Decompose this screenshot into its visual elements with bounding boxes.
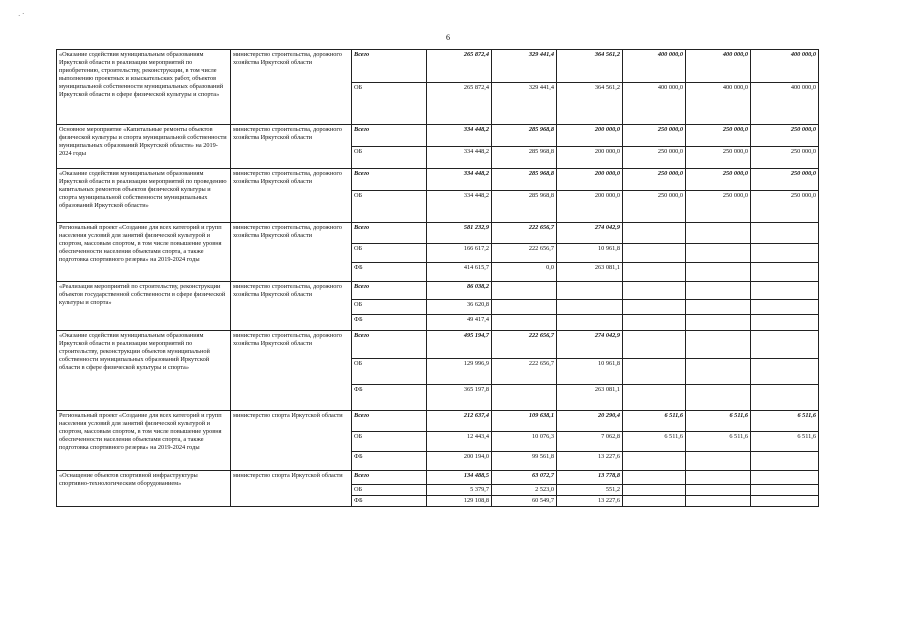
scan-specks: · ˋ [18,12,25,20]
funding-source: ОБ [352,147,427,169]
responsible-executor: министерство строительства, дорожного хозяйства Иркутской области [231,125,352,169]
amount-cell: 285 968,8 [492,191,557,223]
activity-description: Региональный проект «Создание для всех категорий и групп населения условий для занятий физической культурой и спортом, массовым спортом, в том числе повышение уровня обеспеченности населения объектами спорта, а также подготовка спортивного резерва» на 2019-2024 годы [57,223,231,282]
amount-cell: 364 561,2 [557,83,623,125]
amount-cell: 250 000,0 [751,169,819,191]
amount-cell: 250 000,0 [686,191,751,223]
amount-cell: 10 961,8 [557,244,623,263]
table-row [57,282,819,300]
amount-cell: 263 081,1 [557,385,623,411]
table-row [57,169,819,191]
amount-cell [751,315,819,331]
amount-cell: 274 042,9 [557,223,623,244]
amount-cell [623,359,686,385]
budget-table [56,49,819,507]
amount-cell: 250 000,0 [686,147,751,169]
amount-cell: 285 968,8 [492,125,557,147]
funding-source: Всего [352,282,427,300]
amount-cell: 6 511,6 [686,411,751,432]
amount-cell [623,471,686,485]
table-row [57,331,819,359]
amount-cell [751,300,819,315]
amount-cell [751,244,819,263]
amount-cell: 265 872,4 [427,50,492,83]
amount-cell [751,485,819,496]
amount-cell [686,300,751,315]
amount-cell [492,282,557,300]
amount-cell: 10 961,8 [557,359,623,385]
amount-cell: 200 000,0 [557,169,623,191]
amount-cell [686,471,751,485]
amount-cell [623,223,686,244]
amount-cell: 12 443,4 [427,432,492,452]
responsible-executor: министерство спорта Иркутской области [231,411,352,471]
responsible-executor: министерство строительства, дорожного хозяйства Иркутской области [231,50,352,125]
amount-cell [686,331,751,359]
amount-cell [623,331,686,359]
funding-source: ФБ [352,315,427,331]
amount-cell: 10 076,3 [492,432,557,452]
amount-cell: 250 000,0 [623,147,686,169]
amount-cell [492,300,557,315]
amount-cell: 285 968,8 [492,147,557,169]
amount-cell: 6 511,6 [686,432,751,452]
amount-cell [686,315,751,331]
amount-cell: 6 511,6 [623,432,686,452]
amount-cell: 334 448,2 [427,191,492,223]
amount-cell [623,496,686,507]
funding-source: ФБ [352,452,427,471]
amount-cell: 129 108,8 [427,496,492,507]
activity-description: «Оказание содействия муниципальным образованиям Иркутской области в реализации мероприятий по строительству, реконструкции объектов муниципальной собственности муниципальных образований Иркутской области в сфере физической культуры и спорта» [57,331,231,411]
amount-cell: 495 194,7 [427,331,492,359]
amount-cell [686,496,751,507]
activity-description: «Оказание содействия муниципальным образованиям Иркутской области в реализации мероприятий по приобретению, строительству, реконструкции, в том числе выполнению проектных и изыскательских работ, объектов муниципальной собственности муниципальных образований Иркутской области в сфере физической культуры и спорта» [57,50,231,125]
amount-cell [751,331,819,359]
funding-source: Всего [352,125,427,147]
amount-cell: 13 778,8 [557,471,623,485]
funding-source: Всего [352,411,427,432]
responsible-executor: министерство строительства, дорожного хозяйства Иркутской области [231,223,352,282]
amount-cell [751,359,819,385]
amount-cell: 6 511,6 [751,432,819,452]
funding-source: ОБ [352,191,427,223]
amount-cell: 329 441,4 [492,50,557,83]
amount-cell: 134 488,5 [427,471,492,485]
page-number: 6 [446,33,450,42]
amount-cell [751,263,819,282]
amount-cell [623,385,686,411]
amount-cell: 250 000,0 [751,125,819,147]
funding-source: ФБ [352,385,427,411]
amount-cell [492,315,557,331]
amount-cell: 13 227,6 [557,496,623,507]
amount-cell: 7 062,8 [557,432,623,452]
amount-cell: 49 417,4 [427,315,492,331]
amount-cell [686,263,751,282]
amount-cell: 200 000,0 [557,147,623,169]
amount-cell: 329 441,4 [492,83,557,125]
amount-cell: 63 072,7 [492,471,557,485]
amount-cell: 222 656,7 [492,223,557,244]
amount-cell: 414 615,7 [427,263,492,282]
amount-cell: 250 000,0 [751,191,819,223]
amount-cell: 250 000,0 [686,125,751,147]
amount-cell: 250 000,0 [751,147,819,169]
table-row [57,50,819,83]
amount-cell: 200 194,0 [427,452,492,471]
amount-cell: 86 038,2 [427,282,492,300]
amount-cell [686,244,751,263]
funding-source: ОБ [352,485,427,496]
activity-description: Основное мероприятие «Капитальные ремонты объектов физической культуры и спорта муниципальной собственности муниципальных образований Иркутской области» на 2019-2024 годы [57,125,231,169]
amount-cell: 581 232,9 [427,223,492,244]
amount-cell [623,282,686,300]
amount-cell: 166 617,2 [427,244,492,263]
amount-cell: 36 620,8 [427,300,492,315]
amount-cell [686,485,751,496]
amount-cell: 109 638,1 [492,411,557,432]
amount-cell: 551,2 [557,485,623,496]
amount-cell: 250 000,0 [623,169,686,191]
table-row [57,125,819,147]
amount-cell [623,244,686,263]
amount-cell: 6 511,6 [623,411,686,432]
amount-cell [686,452,751,471]
responsible-executor: министерство строительства, дорожного хозяйства Иркутской области [231,169,352,223]
amount-cell: 334 448,2 [427,125,492,147]
funding-source: ФБ [352,263,427,282]
amount-cell: 365 197,8 [427,385,492,411]
amount-cell [623,452,686,471]
funding-source: ФБ [352,496,427,507]
activity-description: «Оказание содействия муниципальным образованиям Иркутской области в реализации мероприятий по проведению капитальных ремонтов объектов физической культуры и спорта муниципальной собственности муниципальных образований Иркутской области» [57,169,231,223]
amount-cell [751,385,819,411]
amount-cell: 2 523,0 [492,485,557,496]
amount-cell [557,300,623,315]
amount-cell: 0,0 [492,263,557,282]
amount-cell: 200 000,0 [557,191,623,223]
amount-cell: 400 000,0 [751,83,819,125]
responsible-executor: министерство спорта Иркутской области [231,471,352,507]
amount-cell [751,471,819,485]
table-row [57,471,819,485]
amount-cell: 274 042,9 [557,331,623,359]
funding-source: Всего [352,50,427,83]
amount-cell: 265 872,4 [427,83,492,125]
amount-cell [623,263,686,282]
funding-source: Всего [352,169,427,191]
amount-cell: 222 656,7 [492,244,557,263]
amount-cell [623,485,686,496]
amount-cell [686,223,751,244]
amount-cell: 285 968,8 [492,169,557,191]
amount-cell: 6 511,6 [751,411,819,432]
funding-source: ОБ [352,432,427,452]
amount-cell [751,496,819,507]
amount-cell: 129 996,9 [427,359,492,385]
amount-cell: 250 000,0 [623,191,686,223]
amount-cell [751,223,819,244]
funding-source: ОБ [352,359,427,385]
funding-source: Всего [352,223,427,244]
amount-cell: 334 448,2 [427,169,492,191]
amount-cell [557,282,623,300]
amount-cell: 400 000,0 [686,50,751,83]
amount-cell [623,300,686,315]
activity-description: «Реализация мероприятий по строительству, реконструкции объектов государственной собственности в сфере физической культуры и спорта» [57,282,231,331]
amount-cell [686,359,751,385]
amount-cell: 222 656,7 [492,359,557,385]
amount-cell: 400 000,0 [623,83,686,125]
amount-cell: 5 379,7 [427,485,492,496]
amount-cell [751,452,819,471]
amount-cell: 99 561,8 [492,452,557,471]
amount-cell: 20 290,4 [557,411,623,432]
amount-cell: 400 000,0 [686,83,751,125]
table-row [57,223,819,244]
funding-source: Всего [352,331,427,359]
funding-source: ОБ [352,244,427,263]
amount-cell: 364 561,2 [557,50,623,83]
amount-cell [686,282,751,300]
funding-source: Всего [352,471,427,485]
amount-cell: 263 081,1 [557,263,623,282]
amount-cell: 212 637,4 [427,411,492,432]
funding-source: ОБ [352,300,427,315]
amount-cell [623,315,686,331]
amount-cell: 60 549,7 [492,496,557,507]
amount-cell: 250 000,0 [686,169,751,191]
funding-source: ОБ [352,83,427,125]
amount-cell: 250 000,0 [623,125,686,147]
amount-cell [751,282,819,300]
amount-cell: 400 000,0 [751,50,819,83]
amount-cell [492,385,557,411]
table-row [57,411,819,432]
activity-description: Региональный проект «Создание для всех категорий и групп населения условий для занятий физической культурой и спортом, массовым спортом, в том числе повышение уровня обеспеченности населения объектами спорта, а также подготовка спортивного резерва» на 2019-2024 годы [57,411,231,471]
amount-cell [686,385,751,411]
responsible-executor: министерство строительства, дорожного хозяйства Иркутской области [231,331,352,411]
amount-cell: 222 656,7 [492,331,557,359]
amount-cell: 400 000,0 [623,50,686,83]
responsible-executor: министерство строительства, дорожного хозяйства Иркутской области [231,282,352,331]
amount-cell: 200 000,0 [557,125,623,147]
amount-cell: 334 448,2 [427,147,492,169]
amount-cell: 13 227,6 [557,452,623,471]
activity-description: «Оснащение объектов спортивной инфраструктуры спортивно-технологическим оборудованием» [57,471,231,507]
amount-cell [557,315,623,331]
